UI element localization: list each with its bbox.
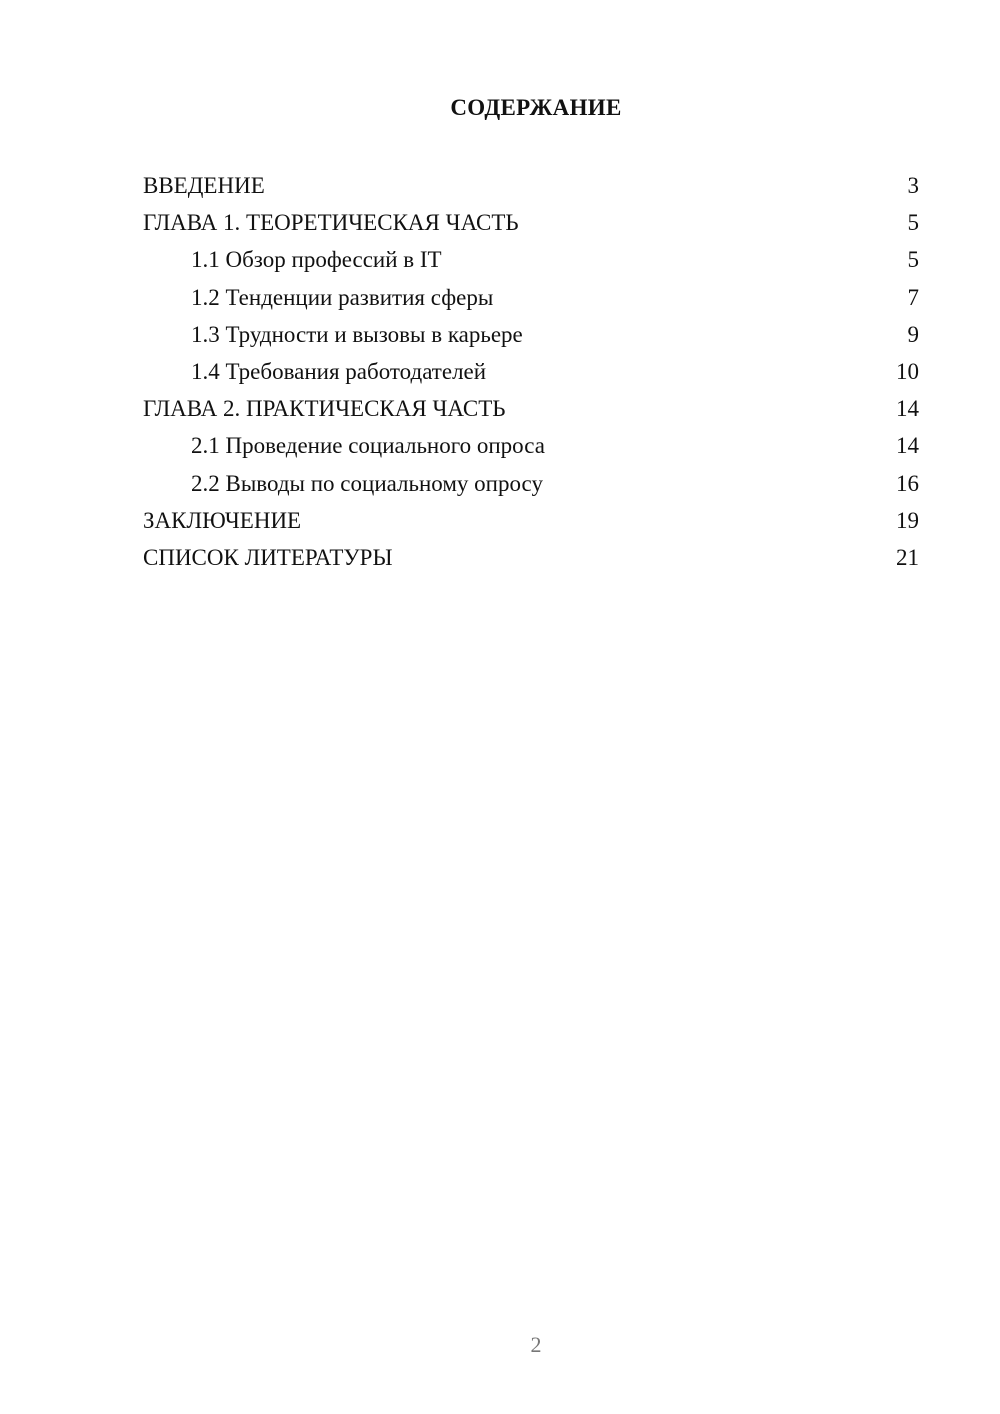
toc-entry-section-1-2[interactable] [143, 279, 919, 316]
toc-entry-page: 14 [896, 396, 919, 422]
toc-entry-page: 5 [907, 247, 919, 273]
toc-entry-page: 10 [896, 358, 919, 384]
toc-entry-page: 9 [907, 321, 919, 347]
toc-entry-references[interactable] [143, 539, 919, 576]
toc-entry-label: 2.2 Выводы по социальному опросу [191, 470, 543, 496]
toc-entry-label: ГЛАВА 2. ПРАКТИЧЕСКАЯ ЧАСТЬ [143, 396, 506, 422]
toc-entry-label: ГЛАВА 1. ТЕОРЕТИЧЕСКАЯ ЧАСТЬ [143, 210, 519, 236]
toc-entry-page: 3 [907, 173, 919, 198]
toc-entry-page: 21 [896, 544, 919, 570]
toc-entry-page: 16 [896, 470, 919, 496]
toc-entry-label: 2.1 Проведение социального опроса [191, 433, 545, 459]
toc-entry-introduction[interactable] [143, 167, 919, 204]
toc-entry-section-2-1[interactable] [143, 427, 919, 464]
toc-entry-label: ЗАКЛЮЧЕНИЕ [143, 507, 302, 533]
toc-entry-section-2-2[interactable] [143, 465, 919, 502]
toc-entry-chapter-1[interactable] [143, 204, 919, 241]
page-number: 2 [530, 1332, 542, 1357]
toc-entry-page: 19 [896, 507, 919, 533]
toc-entry-label: ВВЕДЕНИЕ [143, 173, 265, 198]
toc-entry-label: 1.1 Обзор профессий в IT [191, 247, 442, 273]
toc-entry-chapter-2[interactable] [143, 390, 919, 427]
toc-entry-page: 7 [907, 284, 919, 310]
toc-entry-label: 1.3 Трудности и вызовы в карьере [191, 321, 523, 347]
table-of-contents [143, 167, 919, 576]
toc-title: СОДЕРЖАНИЕ [450, 95, 622, 120]
toc-entry-label: 1.4 Требования работодателей [191, 358, 487, 384]
toc-entry-page: 14 [896, 433, 919, 459]
toc-entry-section-1-3[interactable] [143, 316, 919, 353]
toc-entry-conclusion[interactable] [143, 502, 919, 539]
toc-entry-section-1-4[interactable] [143, 353, 919, 390]
toc-entry-label: СПИСОК ЛИТЕРАТУРЫ [143, 544, 393, 570]
toc-entry-section-1-1[interactable] [143, 241, 919, 278]
toc-entry-page: 5 [907, 210, 919, 236]
toc-entry-label: 1.2 Тенденции развития сферы [191, 284, 494, 310]
